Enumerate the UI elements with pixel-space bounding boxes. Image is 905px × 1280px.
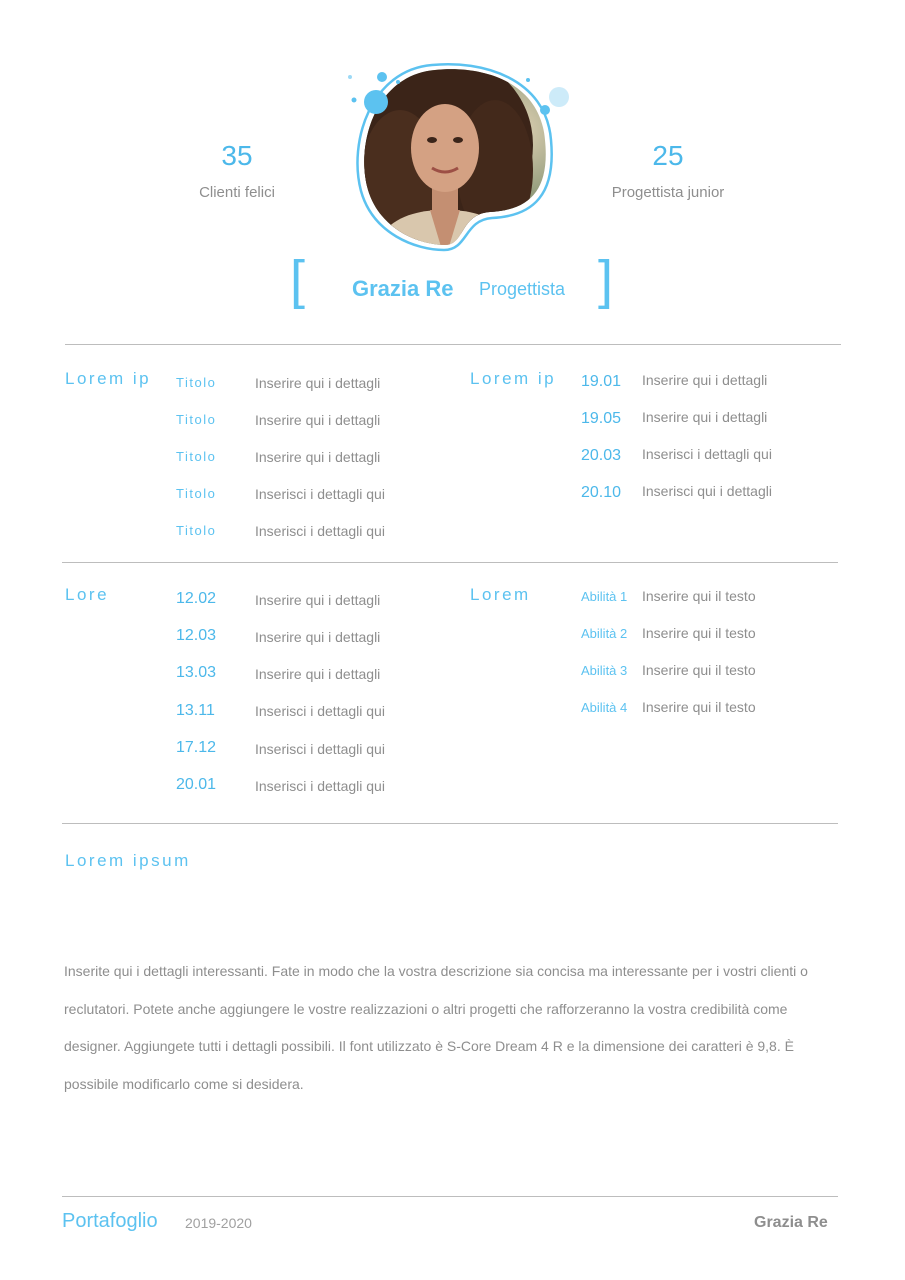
section-2-value: Inserisci i dettagli qui — [642, 446, 772, 462]
footer-title: Portafoglio — [62, 1210, 158, 1232]
divider-footer — [62, 1196, 838, 1197]
section-2-key: 19.05 — [581, 410, 622, 427]
section-1-value: Inserire qui i dettagli — [255, 375, 381, 391]
section-2-value: Inserisci qui i dettagli — [642, 483, 772, 499]
stat-junior-number: 25 — [652, 140, 684, 171]
section-4-value: Inserire qui il testo — [642, 699, 756, 715]
section-1-key: Titolo — [176, 486, 217, 501]
section-3-key: 13.11 — [176, 702, 215, 719]
section-4-key: Abilità 2 — [581, 626, 628, 641]
section-3-value: Inserisci i dettagli qui — [255, 741, 385, 757]
divider-1 — [65, 344, 841, 345]
divider-3 — [62, 823, 838, 824]
section-4-value: Inserire qui il testo — [642, 588, 756, 604]
bracket-left: [ — [290, 250, 306, 310]
section-3-value: Inserisci i dettagli qui — [255, 778, 385, 794]
about-text: Inserite qui i dettagli interessanti. Fate in modo che la vostra descrizione sia concisa ma interessante per i vostri clienti o reclutatori. Potete anche aggiungere le vostre realizzazioni o altri progetti che rafforzeranno la vostra credibilità come designer. Aggiungete tutti i dettagli possibili. Il font utilizzato è S-Core Dream 4 R e la dimensione dei caratteri è 9,8. È possibile modificarlo come si desidera. — [64, 963, 808, 1092]
section-1-key: Titolo — [176, 375, 217, 390]
section-1-value: Inserire qui i dettagli — [255, 449, 381, 465]
section-3-key: 12.02 — [176, 590, 217, 607]
section-3-value: Inserire qui i dettagli — [255, 666, 381, 682]
divider-2 — [62, 562, 838, 563]
section-1-value: Inserisci i dettagli qui — [255, 486, 385, 502]
section-3-value: Inserire qui i dettagli — [255, 592, 381, 608]
section-3-value: Inserire qui i dettagli — [255, 629, 381, 645]
profile-name: Grazia Re — [352, 276, 454, 301]
section-2-value: Inserire qui i dettagli — [642, 372, 768, 388]
about-title: Lorem ipsum — [65, 851, 191, 870]
bracket-right: ] — [598, 250, 614, 310]
section-2-key: 19.01 — [581, 373, 622, 390]
section-2-title: Lorem ip — [470, 369, 557, 388]
footer-name: Grazia Re — [754, 1214, 828, 1231]
section-2-key: 20.10 — [581, 484, 622, 501]
section-4-key: Abilità 4 — [581, 700, 628, 715]
section-1-value: Inserire qui i dettagli — [255, 412, 381, 428]
section-4-key: Abilità 3 — [581, 663, 628, 678]
section-4-value: Inserire qui il testo — [642, 625, 756, 641]
section-1-title: Lorem ip — [65, 369, 152, 388]
profile-role: Progettista — [479, 279, 566, 299]
section-3-key: 12.03 — [176, 627, 217, 644]
footer-years: 2019-2020 — [185, 1215, 252, 1231]
section-2-key: 20.03 — [581, 447, 622, 464]
section-1-key: Titolo — [176, 523, 217, 538]
profile-photo — [340, 60, 580, 260]
section-3-key: 17.12 — [176, 739, 217, 756]
section-3-title: Lore — [65, 585, 110, 604]
section-3-value: Inserisci i dettagli qui — [255, 703, 385, 719]
section-4-key: Abilità 1 — [581, 589, 628, 604]
stat-clients-label: Clienti felici — [199, 184, 275, 201]
section-1-key: Titolo — [176, 412, 217, 427]
section-4-title: Lorem — [470, 585, 531, 604]
section-1-key: Titolo — [176, 449, 217, 464]
section-4-value: Inserire qui il testo — [642, 662, 756, 678]
section-2-value: Inserire qui i dettagli — [642, 409, 768, 425]
stat-junior-label: Progettista junior — [611, 184, 725, 201]
section-3-key: 20.01 — [176, 776, 217, 793]
stat-clients-number: 35 — [221, 140, 253, 171]
section-3-key: 13.03 — [176, 664, 217, 681]
section-1-value: Inserisci i dettagli qui — [255, 523, 385, 539]
